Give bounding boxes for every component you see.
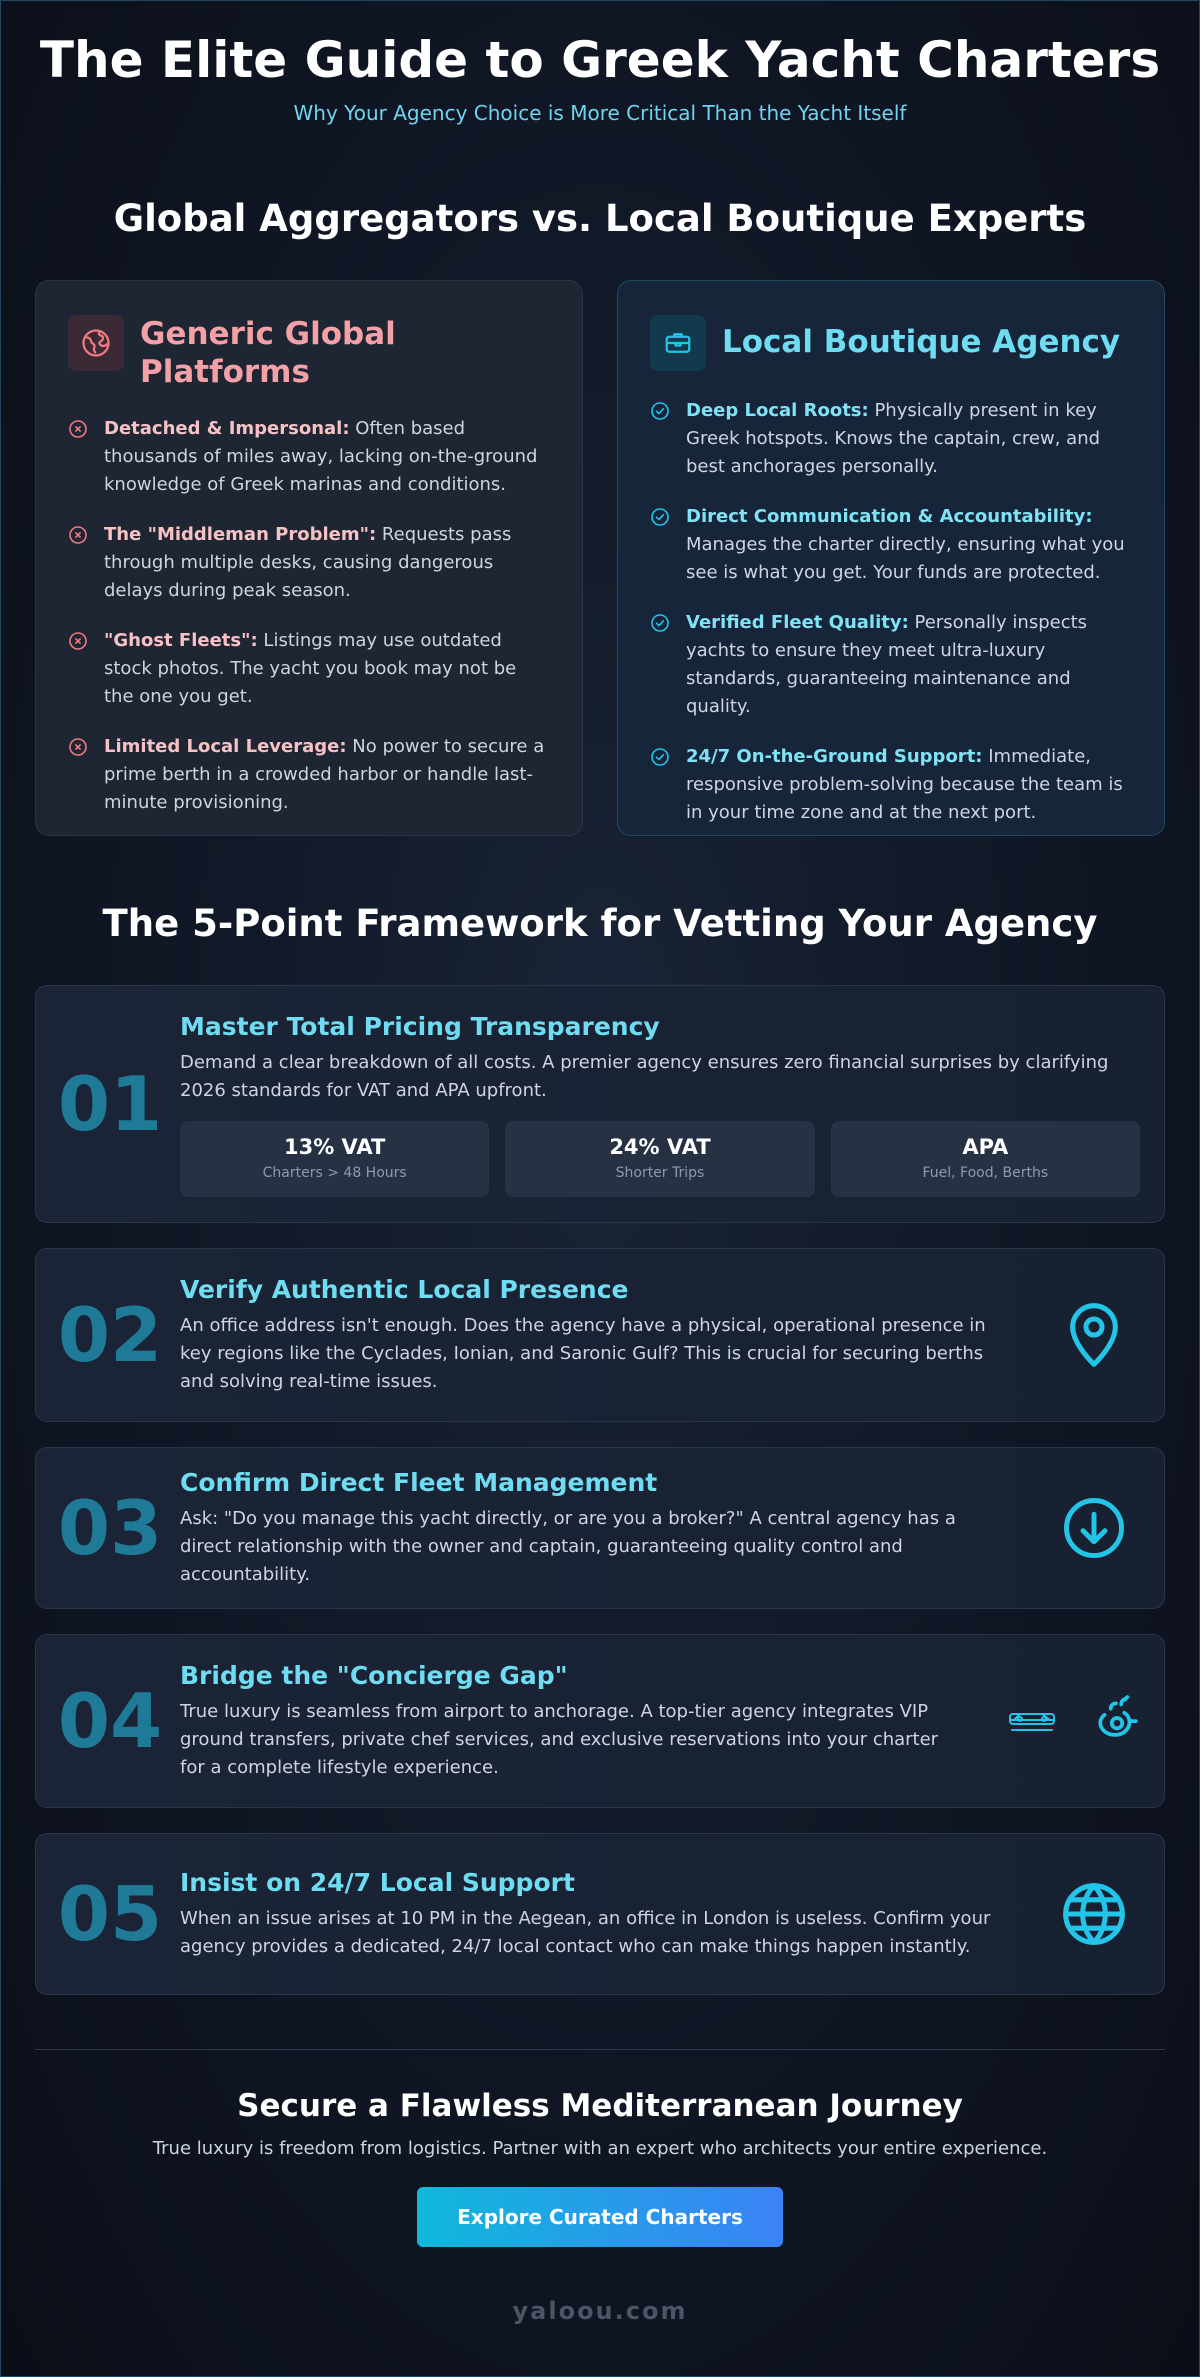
pill-vat-13: 13% VAT Charters > 48 Hours [180, 1121, 489, 1197]
explore-charters-button[interactable]: Explore Curated Charters [417, 2187, 783, 2247]
section-divider [35, 2049, 1165, 2050]
list-item: Detached & Impersonal: Often based thousands of miles away, lacking on-the-ground knowledge of Greek marinas and conditions. [68, 415, 550, 499]
step-title: Confirm Direct Fleet Management [180, 1467, 658, 1497]
check-circle-icon [650, 613, 670, 721]
check-circle-icon [650, 401, 670, 481]
step-title: Verify Authentic Local Presence [180, 1274, 629, 1304]
framework-step-04 [35, 1634, 1165, 1808]
local-card-header [650, 315, 1132, 371]
step-body [180, 1661, 984, 1782]
arrow-down-circle-icon [1024, 1495, 1164, 1561]
step-number: 02 [57, 1291, 163, 1379]
step-number: 04 [57, 1677, 163, 1765]
list-item: The "Middleman Problem": Requests pass through multiple desks, causing dangerous delays during peak season. [68, 521, 550, 605]
list-item: Limited Local Leverage: No power to secure a prime berth in a crowded harbor or handle last-minute provisioning. [68, 733, 550, 817]
globe-icon [1024, 1880, 1164, 1948]
framework-steps [35, 985, 1165, 1995]
step-text: When an issue arises at 10 PM in the Aegean, an office in London is useless. Confirm your agency provides a dedicated, 24/7 local contact who can make things happen instantly. [180, 1907, 991, 1957]
chef-pot-icon [1092, 1694, 1142, 1748]
local-card-list [650, 397, 1132, 827]
local-agency-card [617, 280, 1165, 836]
page-subtitle: Why Your Agency Choice is More Critical Than the Yacht Itself [293, 101, 907, 125]
x-circle-icon [68, 737, 88, 817]
local-card-title: Local Boutique Agency [722, 324, 1121, 360]
step-title: Master Total Pricing Transparency [180, 1011, 660, 1041]
step-text: Demand a clear breakdown of all costs. A premier agency ensures zero financial surprises by clarifying 2026 standards for VAT and APA upfront. [180, 1051, 1109, 1101]
globe-icon [68, 315, 124, 371]
step-number: 03 [57, 1484, 163, 1572]
list-item: Verified Fleet Quality: Personally inspects yachts to ensure they meet ultra-luxury standards, guaranteeing maintenance and quality. [650, 609, 1132, 721]
global-platforms-card [35, 280, 583, 836]
check-circle-icon [650, 747, 670, 827]
framework-step-03 [35, 1447, 1165, 1609]
car-icon [1006, 1704, 1058, 1738]
list-item: "Ghost Fleets": Listings may use outdated stock photos. The yacht you book may not be the one you get. [68, 627, 550, 711]
page-title: The Elite Guide to Greek Yacht Charters [39, 31, 1161, 89]
step-text: An office address isn't enough. Does the agency have a physical, operational presence in key regions like the Cyclades, Ionian, and Saronic Gulf? This is crucial for securing berths and solving real-time issues. [180, 1314, 986, 1392]
global-card-list [68, 415, 550, 817]
cta-title: Secure a Flawless Mediterranean Journey [237, 2088, 963, 2124]
check-circle-icon [650, 507, 670, 587]
step-title: Insist on 24/7 Local Support [180, 1867, 575, 1897]
list-item: Deep Local Roots: Physically present in key Greek hotspots. Knows the captain, crew, and best anchorages personally. [650, 397, 1132, 481]
map-pin-icon [1024, 1300, 1164, 1370]
step-text: True luxury is seamless from airport to anchorage. A top-tier agency integrates VIP ground transfers, private chef services, and exclusive reservations into your charter for a complete lifestyle experience. [180, 1700, 939, 1778]
list-item: 24/7 On-the-Ground Support: Immediate, responsive problem-solving because the team is in your time zone and at the next port. [650, 743, 1132, 827]
x-circle-icon [68, 525, 88, 605]
cta-text: True luxury is freedom from logistics. Partner with an expert who architects your entire experience. [152, 2138, 1048, 2159]
id-card-icon [650, 315, 706, 371]
step-number: 05 [57, 1870, 163, 1958]
footer-brand[interactable]: yaloou.com [512, 2297, 688, 2325]
step-text: Ask: "Do you manage this yacht directly, or are you a broker?" A central agency has a direct relationship with the owner and captain, guaranteeing quality control and accountability. [180, 1507, 956, 1585]
framework-step-01 [35, 985, 1165, 1223]
comparison-cards [35, 280, 1165, 836]
step-body [180, 1468, 1024, 1589]
pill-vat-24: 24% VAT Shorter Trips [505, 1121, 814, 1197]
x-circle-icon [68, 631, 88, 711]
step-body [180, 1275, 1024, 1396]
pill-apa: APA Fuel, Food, Berths [831, 1121, 1140, 1197]
comparison-title: Global Aggregators vs. Local Boutique Experts [113, 197, 1087, 240]
global-card-title: Generic Global Platforms [140, 316, 396, 390]
step-body [180, 1868, 1024, 1961]
step-body [180, 1012, 1164, 1197]
list-item: Direct Communication & Accountability: Manages the charter directly, ensuring what you see is what you get. Your funds are protected. [650, 503, 1132, 587]
global-card-header [68, 315, 550, 391]
step-title: Bridge the "Concierge Gap" [180, 1660, 568, 1690]
framework-title: The 5-Point Framework for Vetting Your Agency [102, 902, 1098, 945]
step-number: 01 [57, 1060, 163, 1148]
vat-pills [180, 1121, 1140, 1197]
framework-step-05 [35, 1833, 1165, 1995]
framework-step-02 [35, 1248, 1165, 1422]
x-circle-icon [68, 419, 88, 499]
